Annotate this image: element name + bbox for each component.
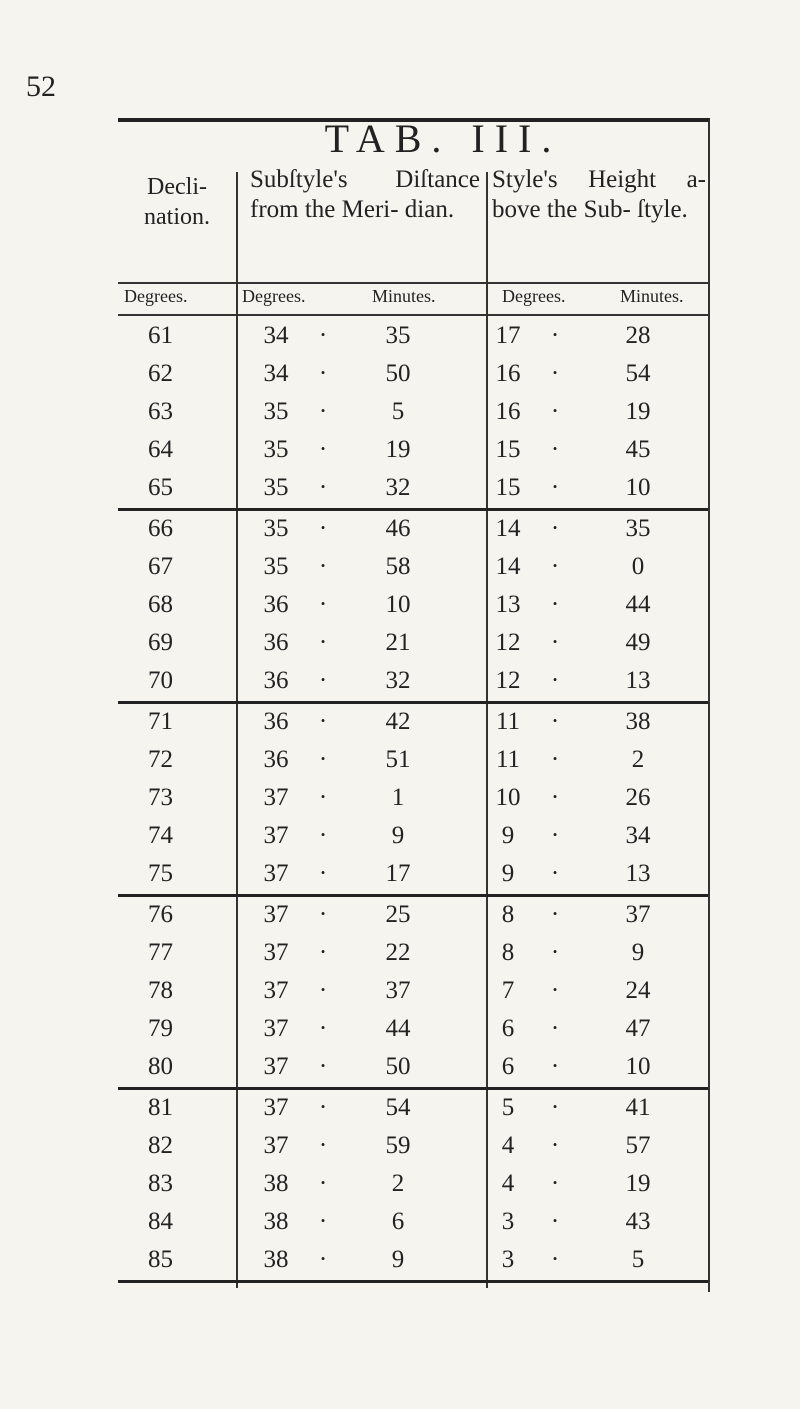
declination-cell: 84	[148, 1208, 173, 1235]
substyle-minutes-cell: 19	[385, 436, 411, 463]
height-degrees-cell: 12	[495, 629, 521, 656]
table-row	[118, 587, 708, 625]
substyle-degrees-cell: 37	[263, 860, 289, 887]
substyle-minutes-cell: 32	[385, 474, 411, 501]
table-row	[118, 1090, 708, 1128]
declination-cell: 70	[148, 667, 173, 694]
substyle-degrees-cell: 36	[263, 708, 289, 735]
substyle-minutes-cell: 59	[385, 1132, 411, 1159]
height-degrees-cell: 11	[495, 746, 521, 773]
separator-dot: ·	[318, 1208, 328, 1235]
declination-cell: 74	[148, 822, 173, 849]
separator-dot: ·	[550, 474, 560, 501]
substyle-minutes-cell: 22	[385, 939, 411, 966]
separator-dot: ·	[550, 822, 560, 849]
height-minutes-cell: 24	[625, 977, 651, 1004]
declination-cell: 68	[148, 591, 173, 618]
declination-cell: 79	[148, 1015, 173, 1042]
separator-dot: ·	[318, 591, 328, 618]
unit-declination-degrees: Degrees.	[124, 286, 188, 306]
height-minutes-cell: 10	[625, 1053, 651, 1080]
declination-cell: 64	[148, 436, 173, 463]
separator-dot: ·	[318, 1094, 328, 1121]
substyle-minutes-cell: 10	[385, 591, 411, 618]
declination-cell: 63	[148, 398, 173, 425]
substyle-minutes-cell: 58	[385, 553, 411, 580]
separator-dot: ·	[318, 553, 328, 580]
table-row	[118, 470, 708, 508]
height-degrees-cell: 10	[495, 784, 521, 811]
substyle-minutes-cell: 1	[391, 784, 405, 811]
height-degrees-cell: 4	[501, 1132, 515, 1159]
separator-dot: ·	[550, 1170, 560, 1197]
declination-cell: 80	[148, 1053, 173, 1080]
substyle-degrees-cell: 37	[263, 1094, 289, 1121]
declination-cell: 71	[148, 708, 173, 735]
substyle-degrees-cell: 35	[263, 398, 289, 425]
separator-dot: ·	[318, 360, 328, 387]
header-substyle-distance: Subſtyle's Diſtance from the Meri- dian.	[250, 166, 480, 223]
substyle-minutes-cell: 17	[385, 860, 411, 887]
declination-cell: 82	[148, 1132, 173, 1159]
substyle-degrees-cell: 35	[263, 436, 289, 463]
separator-dot: ·	[550, 977, 560, 1004]
separator-dot: ·	[318, 901, 328, 928]
substyle-minutes-cell: 21	[385, 629, 411, 656]
substyle-minutes-cell: 9	[391, 822, 405, 849]
height-minutes-cell: 28	[625, 322, 651, 349]
height-minutes-cell: 41	[625, 1094, 651, 1121]
separator-dot: ·	[550, 1053, 560, 1080]
separator-dot: ·	[550, 591, 560, 618]
separator-dot: ·	[318, 1015, 328, 1042]
height-degrees-cell: 6	[501, 1053, 515, 1080]
height-minutes-cell: 57	[625, 1132, 651, 1159]
row-group	[118, 511, 708, 704]
height-degrees-cell: 6	[501, 1015, 515, 1042]
substyle-degrees-cell: 37	[263, 977, 289, 1004]
height-degrees-cell: 4	[501, 1170, 515, 1197]
header-declination: Decli- nation.	[144, 174, 210, 230]
unit-substyle-degrees: Degrees.	[242, 286, 306, 306]
table-row	[118, 356, 708, 394]
separator-dot: ·	[550, 1094, 560, 1121]
height-degrees-cell: 14	[495, 515, 521, 542]
separator-dot: ·	[318, 860, 328, 887]
table-row	[118, 742, 708, 780]
declination-cell: 69	[148, 629, 173, 656]
separator-dot: ·	[550, 860, 560, 887]
substyle-degrees-cell: 37	[263, 1015, 289, 1042]
separator-dot: ·	[550, 1015, 560, 1042]
separator-dot: ·	[318, 1246, 328, 1273]
separator-dot: ·	[550, 553, 560, 580]
substyle-minutes-cell: 9	[391, 1246, 405, 1273]
declination-cell: 75	[148, 860, 173, 887]
substyle-minutes-cell: 5	[391, 398, 405, 425]
substyle-degrees-cell: 37	[263, 901, 289, 928]
substyle-degrees-cell: 34	[263, 322, 289, 349]
substyle-degrees-cell: 35	[263, 474, 289, 501]
table-row	[118, 935, 708, 973]
row-group	[118, 318, 708, 511]
declination-cell: 78	[148, 977, 173, 1004]
separator-dot: ·	[318, 822, 328, 849]
table-row	[118, 897, 708, 935]
separator-dot: ·	[550, 667, 560, 694]
table-row	[118, 432, 708, 470]
height-minutes-cell: 37	[625, 901, 651, 928]
substyle-degrees-cell: 36	[263, 591, 289, 618]
table-row	[118, 318, 708, 356]
separator-dot: ·	[550, 322, 560, 349]
substyle-degrees-cell: 38	[263, 1246, 289, 1273]
height-degrees-cell: 15	[495, 474, 521, 501]
height-degrees-cell: 15	[495, 436, 521, 463]
substyle-degrees-cell: 37	[263, 939, 289, 966]
substyle-minutes-cell: 32	[385, 667, 411, 694]
separator-dot: ·	[550, 708, 560, 735]
height-minutes-cell: 19	[625, 398, 651, 425]
substyle-degrees-cell: 36	[263, 667, 289, 694]
height-minutes-cell: 10	[625, 474, 651, 501]
height-minutes-cell: 44	[625, 591, 651, 618]
height-minutes-cell: 26	[625, 784, 651, 811]
substyle-degrees-cell: 36	[263, 746, 289, 773]
height-degrees-cell: 9	[501, 860, 515, 887]
separator-dot: ·	[318, 322, 328, 349]
separator-dot: ·	[318, 474, 328, 501]
table-row	[118, 625, 708, 663]
separator-dot: ·	[550, 360, 560, 387]
height-degrees-cell: 3	[501, 1246, 515, 1273]
height-degrees-cell: 13	[495, 591, 521, 618]
separator-dot: ·	[318, 746, 328, 773]
table-title: TAB. III.	[324, 116, 562, 161]
header-rule	[118, 282, 708, 284]
declination-cell: 65	[148, 474, 173, 501]
separator-dot: ·	[318, 398, 328, 425]
separator-dot: ·	[550, 629, 560, 656]
height-degrees-cell: 3	[501, 1208, 515, 1235]
substyle-minutes-cell: 35	[385, 322, 411, 349]
height-degrees-cell: 17	[495, 322, 521, 349]
height-minutes-cell: 19	[625, 1170, 651, 1197]
unit-substyle-minutes: Minutes.	[372, 286, 436, 306]
substyle-minutes-cell: 6	[391, 1208, 405, 1235]
table-row	[118, 1049, 708, 1087]
height-degrees-cell: 7	[501, 977, 515, 1004]
row-group	[118, 897, 708, 1090]
declination-cell: 81	[148, 1094, 173, 1121]
separator-dot: ·	[550, 515, 560, 542]
header-style-height: Style's Height a- bove the Sub- ſtyle.	[492, 166, 706, 223]
height-minutes-cell: 47	[625, 1015, 651, 1042]
unit-height-minutes: Minutes.	[620, 286, 684, 306]
substyle-degrees-cell: 35	[263, 553, 289, 580]
separator-dot: ·	[318, 939, 328, 966]
separator-dot: ·	[318, 515, 328, 542]
declination-cell: 66	[148, 515, 173, 542]
separator-dot: ·	[318, 1132, 328, 1159]
declination-cell: 77	[148, 939, 173, 966]
separator-dot: ·	[550, 901, 560, 928]
row-group	[118, 704, 708, 897]
substyle-degrees-cell: 37	[263, 822, 289, 849]
table-row	[118, 663, 708, 701]
height-minutes-cell: 38	[625, 708, 651, 735]
separator-dot: ·	[550, 436, 560, 463]
separator-dot: ·	[550, 939, 560, 966]
substyle-degrees-cell: 34	[263, 360, 289, 387]
declination-cell: 73	[148, 784, 173, 811]
separator-dot: ·	[318, 436, 328, 463]
substyle-minutes-cell: 42	[385, 708, 411, 735]
separator-dot: ·	[550, 746, 560, 773]
height-minutes-cell: 49	[625, 629, 651, 656]
separator-dot: ·	[318, 667, 328, 694]
substyle-minutes-cell: 44	[385, 1015, 411, 1042]
table-row	[118, 1128, 708, 1166]
separator-dot: ·	[318, 708, 328, 735]
height-minutes-cell: 5	[631, 1246, 645, 1273]
height-degrees-cell: 16	[495, 360, 521, 387]
substyle-degrees-cell: 38	[263, 1208, 289, 1235]
height-minutes-cell: 2	[631, 746, 645, 773]
height-degrees-cell: 12	[495, 667, 521, 694]
height-degrees-cell: 8	[501, 939, 515, 966]
table-row	[118, 394, 708, 432]
height-minutes-cell: 0	[631, 553, 645, 580]
declination-cell: 83	[148, 1170, 173, 1197]
table-row	[118, 549, 708, 587]
declination-cell: 76	[148, 901, 173, 928]
height-minutes-cell: 13	[625, 667, 651, 694]
height-minutes-cell: 9	[631, 939, 645, 966]
height-minutes-cell: 54	[625, 360, 651, 387]
height-minutes-cell: 43	[625, 1208, 651, 1235]
units-rule	[118, 314, 708, 316]
substyle-minutes-cell: 54	[385, 1094, 411, 1121]
declination-cell: 72	[148, 746, 173, 773]
declination-cell: 61	[148, 322, 173, 349]
unit-height-degrees: Degrees.	[502, 286, 566, 306]
table-row	[118, 1166, 708, 1204]
declination-cell: 67	[148, 553, 173, 580]
separator-dot: ·	[550, 1246, 560, 1273]
substyle-degrees-cell: 38	[263, 1170, 289, 1197]
height-degrees-cell: 9	[501, 822, 515, 849]
table-row	[118, 780, 708, 818]
substyle-minutes-cell: 50	[385, 360, 411, 387]
declination-cell: 62	[148, 360, 173, 387]
substyle-minutes-cell: 25	[385, 901, 411, 928]
height-minutes-cell: 35	[625, 515, 651, 542]
separator-dot: ·	[550, 1208, 560, 1235]
separator-dot: ·	[318, 977, 328, 1004]
table-row	[118, 856, 708, 894]
substyle-minutes-cell: 37	[385, 977, 411, 1004]
height-minutes-cell: 45	[625, 436, 651, 463]
height-minutes-cell: 13	[625, 860, 651, 887]
table-row	[118, 511, 708, 549]
separator-dot: ·	[318, 784, 328, 811]
height-degrees-cell: 5	[501, 1094, 515, 1121]
substyle-minutes-cell: 46	[385, 515, 411, 542]
separator-dot: ·	[550, 1132, 560, 1159]
table-row	[118, 1204, 708, 1242]
table-row	[118, 973, 708, 1011]
substyle-minutes-cell: 2	[391, 1170, 405, 1197]
page-number: 52	[26, 70, 56, 103]
substyle-degrees-cell: 35	[263, 515, 289, 542]
substyle-minutes-cell: 50	[385, 1053, 411, 1080]
height-minutes-cell: 34	[625, 822, 651, 849]
separator-dot: ·	[318, 1053, 328, 1080]
row-group	[118, 1090, 708, 1283]
substyle-degrees-cell: 37	[263, 784, 289, 811]
table-row	[118, 1242, 708, 1280]
separator-dot: ·	[318, 1170, 328, 1197]
separator-dot: ·	[550, 784, 560, 811]
height-degrees-cell: 14	[495, 553, 521, 580]
declination-cell: 85	[148, 1246, 173, 1273]
height-degrees-cell: 8	[501, 901, 515, 928]
table-row	[118, 818, 708, 856]
separator-dot: ·	[550, 398, 560, 425]
substyle-degrees-cell: 36	[263, 629, 289, 656]
height-degrees-cell: 11	[495, 708, 521, 735]
height-degrees-cell: 16	[495, 398, 521, 425]
separator-dot: ·	[318, 629, 328, 656]
declination-table	[118, 318, 708, 1283]
substyle-minutes-cell: 51	[385, 746, 411, 773]
table-row	[118, 704, 708, 742]
substyle-degrees-cell: 37	[263, 1053, 289, 1080]
substyle-degrees-cell: 37	[263, 1132, 289, 1159]
table-row	[118, 1011, 708, 1049]
